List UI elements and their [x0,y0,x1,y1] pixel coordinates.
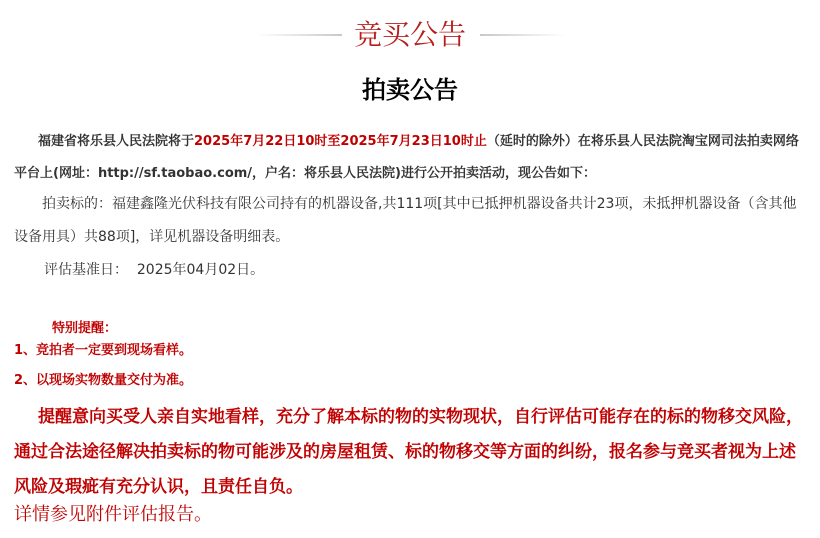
header-divider-right [480,34,566,36]
reminder-item: 1、竞拍者一定要到现场看样。 [14,343,193,358]
intro-text-start: 福建省将乐县人民法院将于 [38,134,195,149]
auction-time-range: 2025年7月22日10时至2025年7月23日10时止 [194,134,487,149]
document-title: 拍卖公告 [362,76,458,104]
details-note: 详情参见附件评估报告。 [14,504,212,525]
valuation-date: 评估基准日： 2025年04月02日。 [44,262,265,278]
risk-warning-paragraph: 提醒意向买受人亲自实地看样，充分了解本标的物的实物现状，自行评估可能存在的标的物移交风险，通过合法途径解决拍卖标的物可能涉及的房屋租赁、标的物移交等方面的纠纷，报名参与竞买者视为上述风险及瑕疵有充分认识，且责任自负。 [14,407,803,497]
intro-text-end: （延时的除外）在将乐县人民法院淘宝网司法拍卖网络平台上(网址：http://sf.taobao.com/，户名：将乐县人民法院)进行公开拍卖活动，现公告如下： [14,134,799,181]
reminder-item: 2、以现场实物数量交付为准。 [14,373,193,388]
header-title: 竞买公告 [353,18,466,51]
announcement-header [0,14,820,58]
special-reminder-label: 特别提醒： [52,321,118,336]
auction-subject-paragraph: 拍卖标的：福建鑫隆光伏科技有限公司持有的机器设备,共111项[其中已抵押机器设备共计23项，未抵押机器设备（含其他设备用具）共88项]，详见机器设备明细表。 [14,196,797,245]
intro-paragraph [14,126,806,190]
